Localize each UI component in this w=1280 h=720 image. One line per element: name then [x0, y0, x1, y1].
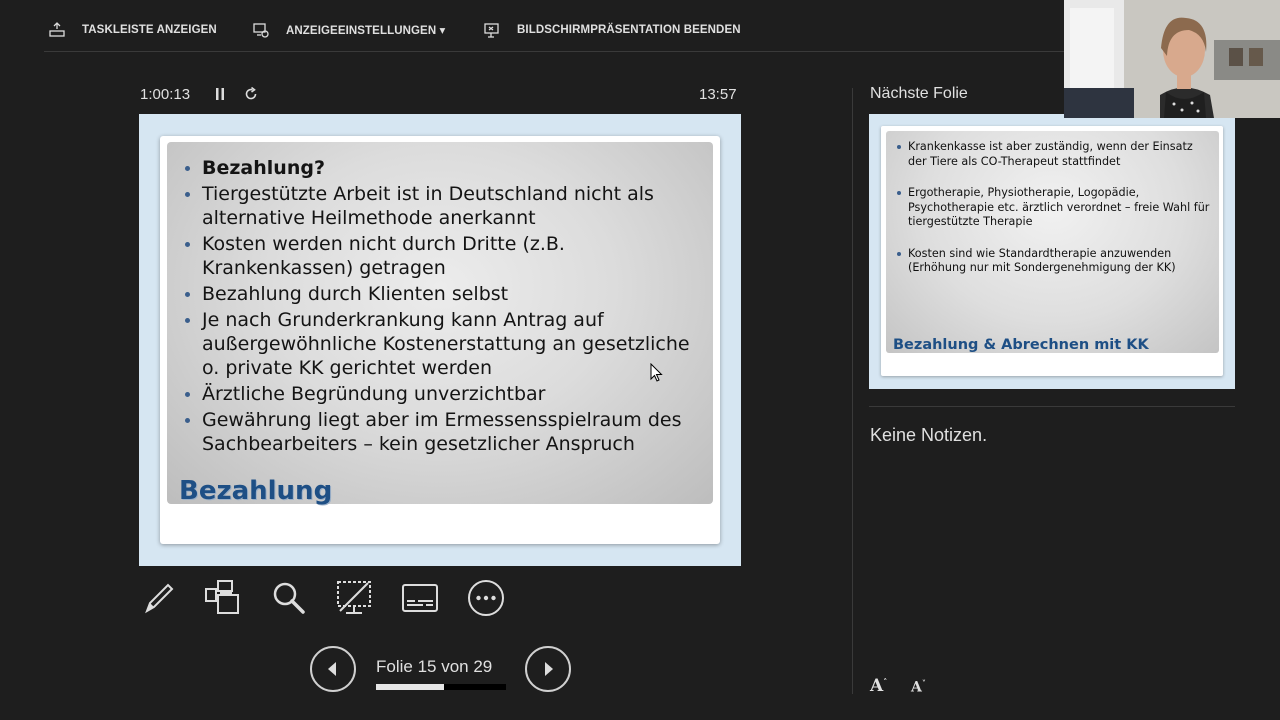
next-slide-bullet: Krankenkasse ist aber zuständig, wenn der Einsatz der Tiere als CO-Therapeut stattfindet	[896, 140, 1214, 169]
show-taskbar-button[interactable]	[48, 18, 217, 42]
more-icon	[467, 579, 505, 617]
toolbar-divider	[44, 51, 1064, 52]
slide-bullet: Kosten werden nicht durch Dritte (z.B. Krankenkassen) getragen	[184, 232, 712, 280]
next-slide-bullet: Ergotherapie, Physiotherapie, Logopädie, Psychotherapie etc. ärztlich verordnet – freie Wahl für tiergestützte Therapie	[896, 186, 1214, 230]
slide-bullet: Tiergestützte Arbeit ist in Deutschland nicht als alternative Heilmethode anerkannt	[184, 182, 712, 230]
elapsed-timer: 1:00:13	[140, 86, 191, 103]
display-settings-label: ANZEIGEEINSTELLUNGEN ▾	[286, 25, 446, 37]
see-all-slides-button[interactable]	[203, 578, 243, 618]
next-slide-bullet-list	[896, 140, 1214, 293]
slide-progress-bar	[376, 684, 506, 690]
more-options-button[interactable]	[466, 578, 506, 618]
end-show-icon	[483, 21, 501, 39]
webcam-overlay	[1064, 0, 1280, 118]
next-slide-button[interactable]	[525, 646, 571, 692]
taskbar-icon	[48, 21, 66, 39]
slide-bullet: Gewährung liegt aber im Ermessensspielraum des Sachbearbeiters – kein gesetzlicher Anspruch	[184, 408, 712, 456]
slides-grid-icon	[204, 579, 242, 617]
slide-bullet: Ärztliche Begründung unverzichtbar	[184, 382, 712, 406]
decrease-font-label: A	[911, 679, 922, 696]
increase-font-label: A	[870, 676, 884, 696]
black-screen-icon	[335, 579, 373, 617]
webcam-image	[1064, 0, 1280, 118]
next-slide-label: Nächste Folie	[870, 85, 968, 102]
previous-slide-button[interactable]	[310, 646, 356, 692]
pause-timer-button[interactable]	[210, 84, 230, 104]
subtitles-button[interactable]	[400, 578, 440, 618]
pause-icon	[214, 87, 226, 101]
slide-bullet: Bezahlung durch Klienten selbst	[184, 282, 712, 306]
zoom-icon	[271, 580, 307, 616]
next-slide-title: Bezahlung & Abrechnen mit KK	[893, 337, 1149, 353]
reset-icon	[243, 86, 259, 102]
mouse-cursor-icon	[650, 363, 664, 383]
end-show-label: BILDSCHIRMPRÄSENTATION BEENDEN	[517, 24, 741, 36]
display-settings-button[interactable]	[252, 18, 445, 42]
slide-progress-fill	[376, 684, 444, 690]
slide-counter[interactable]: Folie 15 von 29	[376, 657, 493, 676]
display-settings-icon	[252, 21, 270, 39]
pen-tool-button[interactable]	[139, 578, 179, 618]
slide-title: Bezahlung	[179, 476, 333, 506]
current-time: 13:57	[699, 86, 737, 103]
reset-timer-button[interactable]	[241, 84, 261, 104]
subtitles-icon	[401, 579, 439, 617]
slide-bullet: Je nach Grunderkrankung kann Antrag auf außergewöhnliche Kostenerstattung an gesetzliche o. private KK gerichtet werden	[184, 308, 712, 380]
speaker-notes[interactable]: Keine Notizen.	[870, 425, 988, 445]
increase-font-button[interactable]: A˄	[870, 676, 888, 696]
show-taskbar-label: TASKLEISTE ANZEIGEN	[82, 24, 217, 36]
end-show-button[interactable]	[483, 18, 741, 42]
chevron-left-icon	[326, 661, 340, 677]
zoom-button[interactable]	[269, 578, 309, 618]
chevron-right-icon	[541, 661, 555, 677]
slide-bullet: Bezahlung?	[184, 156, 712, 180]
black-screen-button[interactable]	[334, 578, 374, 618]
notes-divider	[869, 406, 1235, 407]
next-slide-bullet: Kosten sind wie Standardtherapie anzuwenden (Erhöhung nur mit Sondergenehmigung der KK)	[896, 247, 1214, 276]
decrease-font-button[interactable]: A˅	[911, 678, 926, 696]
slide-bullet-list	[184, 156, 712, 458]
pen-icon	[142, 581, 176, 615]
panel-divider[interactable]	[852, 88, 853, 694]
